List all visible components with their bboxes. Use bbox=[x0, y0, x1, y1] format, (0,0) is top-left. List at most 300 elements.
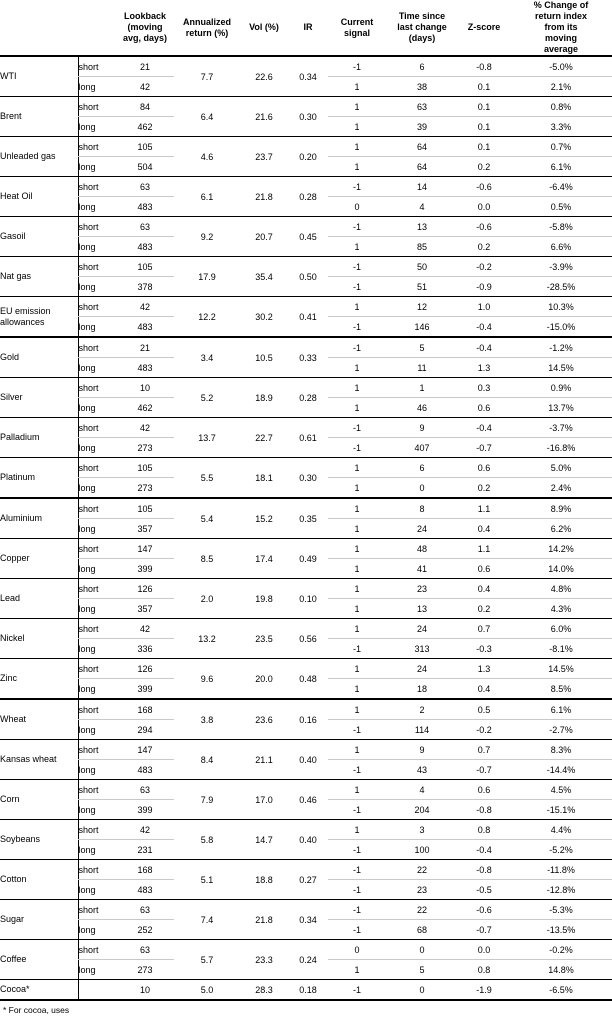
pct-change-value: 6.1% bbox=[510, 699, 612, 720]
time-since-change-value: 13 bbox=[386, 217, 458, 237]
pct-change-value: 6.2% bbox=[510, 519, 612, 539]
ir-value: 0.33 bbox=[288, 337, 328, 378]
time-since-change-value: 22 bbox=[386, 860, 458, 880]
lookback-value: 231 bbox=[116, 840, 174, 860]
time-since-change-value: 48 bbox=[386, 539, 458, 559]
zscore-value: -0.6 bbox=[458, 217, 510, 237]
pct-change-value: -2.7% bbox=[510, 720, 612, 740]
ir-value: 0.56 bbox=[288, 619, 328, 659]
table-row bbox=[0, 539, 612, 559]
annualized-return-value: 9.6 bbox=[174, 659, 240, 700]
horizon-label-short: short bbox=[78, 820, 116, 840]
pct-change-value: -12.8% bbox=[510, 880, 612, 900]
time-since-change-value: 0 bbox=[386, 478, 458, 499]
annualized-return-value: 13.7 bbox=[174, 418, 240, 458]
pct-change-value: -6.4% bbox=[510, 177, 612, 197]
zscore-value: -0.4 bbox=[458, 337, 510, 358]
time-since-change-value: 5 bbox=[386, 337, 458, 358]
time-since-change-value: 51 bbox=[386, 277, 458, 297]
pct-change-value: 14.8% bbox=[510, 960, 612, 980]
zscore-value: 0.2 bbox=[458, 157, 510, 177]
zscore-value: 1.3 bbox=[458, 659, 510, 679]
zscore-value: -0.7 bbox=[458, 438, 510, 458]
time-since-change-value: 24 bbox=[386, 519, 458, 539]
header-vol: Vol (%) bbox=[249, 22, 279, 32]
zscore-value: 0.2 bbox=[458, 599, 510, 619]
lookback-value: 84 bbox=[116, 97, 174, 117]
current-signal-value: -1 bbox=[328, 217, 386, 237]
time-since-change-value: 23 bbox=[386, 579, 458, 599]
current-signal-value: 1 bbox=[328, 458, 386, 478]
lookback-value: 357 bbox=[116, 599, 174, 619]
ir-value: 0.20 bbox=[288, 137, 328, 177]
lookback-value: 378 bbox=[116, 277, 174, 297]
horizon-label-short: short bbox=[78, 337, 116, 358]
ir-value: 0.45 bbox=[288, 217, 328, 257]
instrument-name: Palladium bbox=[0, 418, 78, 458]
table-row bbox=[0, 378, 612, 398]
instrument-name: Brent bbox=[0, 97, 78, 137]
pct-change-value: 4.8% bbox=[510, 579, 612, 599]
lookback-value: 483 bbox=[116, 880, 174, 900]
ir-value: 0.35 bbox=[288, 498, 328, 539]
vol-value: 15.2 bbox=[240, 498, 288, 539]
table-row bbox=[0, 780, 612, 800]
pct-change-value: -5.0% bbox=[510, 56, 612, 77]
lookback-value: 42 bbox=[116, 77, 174, 97]
pct-change-value: 5.0% bbox=[510, 458, 612, 478]
zscore-value: 1.3 bbox=[458, 358, 510, 378]
zscore-value: 1.1 bbox=[458, 498, 510, 519]
zscore-value: -0.3 bbox=[458, 639, 510, 659]
pct-change-value: -14.4% bbox=[510, 760, 612, 780]
current-signal-value: 1 bbox=[328, 579, 386, 599]
vol-value: 18.9 bbox=[240, 378, 288, 418]
time-since-change-value: 24 bbox=[386, 659, 458, 679]
lookback-value: 10 bbox=[116, 980, 174, 1001]
horizon-label-short: short bbox=[78, 740, 116, 760]
current-signal-value: 1 bbox=[328, 519, 386, 539]
pct-change-value: -5.2% bbox=[510, 840, 612, 860]
zscore-value: 0.7 bbox=[458, 740, 510, 760]
time-since-change-value: 0 bbox=[386, 940, 458, 960]
time-since-change-value: 41 bbox=[386, 559, 458, 579]
current-signal-value: 1 bbox=[328, 740, 386, 760]
lookback-value: 483 bbox=[116, 237, 174, 257]
current-signal-value: 1 bbox=[328, 398, 386, 418]
instrument-name: WTI bbox=[0, 56, 78, 97]
lookback-value: 21 bbox=[116, 337, 174, 358]
ir-value: 0.34 bbox=[288, 900, 328, 940]
current-signal-value: 1 bbox=[328, 679, 386, 700]
zscore-value: 0.8 bbox=[458, 960, 510, 980]
time-since-change-value: 39 bbox=[386, 117, 458, 137]
lookback-value: 126 bbox=[116, 659, 174, 679]
vol-value: 17.0 bbox=[240, 780, 288, 820]
horizon-label-short: short bbox=[78, 137, 116, 157]
horizon-label-long: long bbox=[78, 639, 116, 659]
table-header bbox=[0, 0, 612, 56]
lookback-value: 10 bbox=[116, 378, 174, 398]
pct-change-value: -13.5% bbox=[510, 920, 612, 940]
ir-value: 0.34 bbox=[288, 56, 328, 97]
ir-value: 0.46 bbox=[288, 780, 328, 820]
current-signal-value: 1 bbox=[328, 77, 386, 97]
zscore-value: 0.4 bbox=[458, 519, 510, 539]
header-annualized-return: Annualized return (%) bbox=[182, 16, 231, 38]
annualized-return-value: 7.7 bbox=[174, 56, 240, 97]
current-signal-value: -1 bbox=[328, 920, 386, 940]
lookback-value: 126 bbox=[116, 579, 174, 599]
annualized-return-value: 17.9 bbox=[174, 257, 240, 297]
horizon-label-short: short bbox=[78, 418, 116, 438]
zscore-value: 1.0 bbox=[458, 297, 510, 317]
horizon-label-short: short bbox=[78, 940, 116, 960]
horizon-label-long: long bbox=[78, 277, 116, 297]
zscore-value: 0.6 bbox=[458, 398, 510, 418]
pct-change-value: -11.8% bbox=[510, 860, 612, 880]
horizon-label-long: long bbox=[78, 559, 116, 579]
zscore-value: -0.4 bbox=[458, 317, 510, 338]
lookback-value: 273 bbox=[116, 478, 174, 499]
time-since-change-value: 64 bbox=[386, 137, 458, 157]
current-signal-value: -1 bbox=[328, 257, 386, 277]
instrument-name: Zinc bbox=[0, 659, 78, 700]
current-signal-value: 1 bbox=[328, 780, 386, 800]
zscore-value: -0.9 bbox=[458, 277, 510, 297]
vol-value: 19.8 bbox=[240, 579, 288, 619]
time-since-change-value: 4 bbox=[386, 780, 458, 800]
zscore-value: 0.6 bbox=[458, 559, 510, 579]
pct-change-value: 0.8% bbox=[510, 97, 612, 117]
annualized-return-value: 3.8 bbox=[174, 699, 240, 740]
lookback-value: 294 bbox=[116, 720, 174, 740]
time-since-change-value: 6 bbox=[386, 458, 458, 478]
instrument-name: Platinum bbox=[0, 458, 78, 499]
zscore-value: -0.4 bbox=[458, 840, 510, 860]
pct-change-value: 8.3% bbox=[510, 740, 612, 760]
pct-change-value: 14.2% bbox=[510, 539, 612, 559]
current-signal-value: 1 bbox=[328, 820, 386, 840]
time-since-change-value: 43 bbox=[386, 760, 458, 780]
table-row bbox=[0, 699, 612, 720]
time-since-change-value: 114 bbox=[386, 720, 458, 740]
table-row bbox=[0, 498, 612, 519]
instrument-name: Wheat bbox=[0, 699, 78, 740]
annualized-return-value: 2.0 bbox=[174, 579, 240, 619]
instrument-name: Copper bbox=[0, 539, 78, 579]
pct-change-value: -16.8% bbox=[510, 438, 612, 458]
instrument-name: Cotton bbox=[0, 860, 78, 900]
table-row bbox=[0, 337, 612, 358]
horizon-label-long: long bbox=[78, 157, 116, 177]
lookback-value: 483 bbox=[116, 317, 174, 338]
ir-value: 0.30 bbox=[288, 97, 328, 137]
ir-value: 0.28 bbox=[288, 177, 328, 217]
table-footnote: * For cocoa, uses bbox=[3, 1005, 70, 1015]
current-signal-value: -1 bbox=[328, 337, 386, 358]
horizon-label-long: long bbox=[78, 317, 116, 338]
horizon-label-long: long bbox=[78, 77, 116, 97]
zscore-value: 0.3 bbox=[458, 378, 510, 398]
table-row bbox=[0, 137, 612, 157]
pct-change-value: 14.5% bbox=[510, 358, 612, 378]
current-signal-value: -1 bbox=[328, 317, 386, 338]
annualized-return-value: 5.5 bbox=[174, 458, 240, 499]
table-row bbox=[0, 860, 612, 880]
vol-value: 21.8 bbox=[240, 900, 288, 940]
current-signal-value: -1 bbox=[328, 860, 386, 880]
vol-value: 23.3 bbox=[240, 940, 288, 980]
instrument-name: Silver bbox=[0, 378, 78, 418]
zscore-value: -0.8 bbox=[458, 56, 510, 77]
horizon-label-short: short bbox=[78, 498, 116, 519]
current-signal-value: -1 bbox=[328, 639, 386, 659]
annualized-return-value: 6.1 bbox=[174, 177, 240, 217]
vol-value: 23.5 bbox=[240, 619, 288, 659]
pct-change-value: 0.9% bbox=[510, 378, 612, 398]
time-since-change-value: 38 bbox=[386, 77, 458, 97]
table-row bbox=[0, 659, 612, 679]
header-pct-change: % Change of return index from its moving average bbox=[533, 0, 589, 54]
time-since-change-value: 12 bbox=[386, 297, 458, 317]
table-row bbox=[0, 97, 612, 117]
pct-change-value: -8.1% bbox=[510, 639, 612, 659]
time-since-change-value: 0 bbox=[386, 980, 458, 1001]
table-row bbox=[0, 257, 612, 277]
time-since-change-value: 407 bbox=[386, 438, 458, 458]
lookback-value: 63 bbox=[116, 940, 174, 960]
time-since-change-value: 2 bbox=[386, 699, 458, 720]
table-row bbox=[0, 177, 612, 197]
pct-change-value: -0.2% bbox=[510, 940, 612, 960]
time-since-change-value: 68 bbox=[386, 920, 458, 940]
zscore-value: -0.2 bbox=[458, 257, 510, 277]
time-since-change-value: 204 bbox=[386, 800, 458, 820]
current-signal-value: 1 bbox=[328, 378, 386, 398]
current-signal-value: -1 bbox=[328, 418, 386, 438]
vol-value: 21.8 bbox=[240, 177, 288, 217]
horizon-label-long: long bbox=[78, 438, 116, 458]
vol-value: 21.6 bbox=[240, 97, 288, 137]
header-lookback: Lookback (moving avg, days) bbox=[122, 11, 168, 43]
zscore-value: -1.9 bbox=[458, 980, 510, 1001]
zscore-value: -0.6 bbox=[458, 177, 510, 197]
lookback-value: 42 bbox=[116, 820, 174, 840]
zscore-value: -0.6 bbox=[458, 900, 510, 920]
lookback-value: 147 bbox=[116, 740, 174, 760]
instrument-name: Sugar bbox=[0, 900, 78, 940]
annualized-return-value: 8.4 bbox=[174, 740, 240, 780]
current-signal-value: -1 bbox=[328, 720, 386, 740]
pct-change-value: 6.6% bbox=[510, 237, 612, 257]
time-since-change-value: 146 bbox=[386, 317, 458, 338]
zscore-value: -0.4 bbox=[458, 418, 510, 438]
table-row bbox=[0, 740, 612, 760]
time-since-change-value: 18 bbox=[386, 679, 458, 700]
current-signal-value: 0 bbox=[328, 197, 386, 217]
ir-value: 0.49 bbox=[288, 539, 328, 579]
horizon-label-short: short bbox=[78, 56, 116, 77]
pct-change-value: -5.8% bbox=[510, 217, 612, 237]
table-row bbox=[0, 418, 612, 438]
vol-value: 35.4 bbox=[240, 257, 288, 297]
vol-value: 18.8 bbox=[240, 860, 288, 900]
zscore-value: 0.1 bbox=[458, 137, 510, 157]
zscore-value: 0.0 bbox=[458, 940, 510, 960]
annualized-return-value: 13.2 bbox=[174, 619, 240, 659]
zscore-value: 0.2 bbox=[458, 478, 510, 499]
zscore-value: -0.7 bbox=[458, 920, 510, 940]
lookback-value: 168 bbox=[116, 699, 174, 720]
annualized-return-value: 7.4 bbox=[174, 900, 240, 940]
lookback-value: 42 bbox=[116, 297, 174, 317]
pct-change-value: 13.7% bbox=[510, 398, 612, 418]
time-since-change-value: 8 bbox=[386, 498, 458, 519]
annualized-return-value: 5.7 bbox=[174, 940, 240, 980]
horizon-label-long: long bbox=[78, 960, 116, 980]
current-signal-value: 1 bbox=[328, 117, 386, 137]
table-body bbox=[0, 56, 612, 1000]
time-since-change-value: 5 bbox=[386, 960, 458, 980]
ir-value: 0.40 bbox=[288, 740, 328, 780]
ir-value: 0.50 bbox=[288, 257, 328, 297]
pct-change-value: -3.9% bbox=[510, 257, 612, 277]
horizon-label-long: long bbox=[78, 519, 116, 539]
zscore-value: -0.7 bbox=[458, 760, 510, 780]
horizon-label-short: short bbox=[78, 217, 116, 237]
table-row bbox=[0, 217, 612, 237]
time-since-change-value: 1 bbox=[386, 378, 458, 398]
current-signal-value: -1 bbox=[328, 760, 386, 780]
current-signal-value: -1 bbox=[328, 840, 386, 860]
ir-value: 0.41 bbox=[288, 297, 328, 338]
current-signal-value: 1 bbox=[328, 659, 386, 679]
zscore-value: 1.1 bbox=[458, 539, 510, 559]
current-signal-value: 1 bbox=[328, 599, 386, 619]
current-signal-value: 1 bbox=[328, 960, 386, 980]
zscore-value: 0.7 bbox=[458, 619, 510, 639]
header-row bbox=[0, 0, 612, 56]
lookback-value: 105 bbox=[116, 137, 174, 157]
horizon-label-short: short bbox=[78, 539, 116, 559]
current-signal-value: -1 bbox=[328, 438, 386, 458]
table-row bbox=[0, 900, 612, 920]
current-signal-value: -1 bbox=[328, 277, 386, 297]
instrument-name: Unleaded gas bbox=[0, 137, 78, 177]
lookback-value: 462 bbox=[116, 398, 174, 418]
current-signal-value: 1 bbox=[328, 297, 386, 317]
table-row bbox=[0, 579, 612, 599]
pct-change-value: 10.3% bbox=[510, 297, 612, 317]
lookback-value: 63 bbox=[116, 177, 174, 197]
zscore-value: 0.1 bbox=[458, 97, 510, 117]
zscore-value: 0.6 bbox=[458, 780, 510, 800]
table-row bbox=[0, 940, 612, 960]
time-since-change-value: 4 bbox=[386, 197, 458, 217]
zscore-value: 0.2 bbox=[458, 237, 510, 257]
instrument-name: Cocoa* bbox=[0, 980, 78, 1001]
horizon-label-long: long bbox=[78, 720, 116, 740]
horizon-label-long: long bbox=[78, 920, 116, 940]
zscore-value: 0.1 bbox=[458, 117, 510, 137]
time-since-change-value: 13 bbox=[386, 599, 458, 619]
lookback-value: 462 bbox=[116, 117, 174, 137]
header-horizon bbox=[78, 0, 116, 56]
pct-change-value: 6.0% bbox=[510, 619, 612, 639]
lookback-value: 399 bbox=[116, 679, 174, 700]
ir-value: 0.10 bbox=[288, 579, 328, 619]
pct-change-value: -5.3% bbox=[510, 900, 612, 920]
table-row bbox=[0, 56, 612, 77]
lookback-value: 42 bbox=[116, 619, 174, 639]
horizon-label-short: short bbox=[78, 297, 116, 317]
table-row bbox=[0, 297, 612, 317]
horizon-label-short: short bbox=[78, 458, 116, 478]
ir-value: 0.16 bbox=[288, 699, 328, 740]
time-since-change-value: 3 bbox=[386, 820, 458, 840]
vol-value: 20.7 bbox=[240, 217, 288, 257]
current-signal-value: 1 bbox=[328, 157, 386, 177]
pct-change-value: 4.4% bbox=[510, 820, 612, 840]
ir-value: 0.24 bbox=[288, 940, 328, 980]
lookback-value: 42 bbox=[116, 418, 174, 438]
ir-value: 0.48 bbox=[288, 659, 328, 700]
pct-change-value: -6.5% bbox=[510, 980, 612, 1001]
pct-change-value: -1.2% bbox=[510, 337, 612, 358]
instrument-name: Aluminium bbox=[0, 498, 78, 539]
annualized-return-value: 9.2 bbox=[174, 217, 240, 257]
instrument-name: Corn bbox=[0, 780, 78, 820]
annualized-return-value: 8.5 bbox=[174, 539, 240, 579]
time-since-change-value: 11 bbox=[386, 358, 458, 378]
current-signal-value: -1 bbox=[328, 177, 386, 197]
annualized-return-value: 6.4 bbox=[174, 97, 240, 137]
current-signal-value: 0 bbox=[328, 940, 386, 960]
pct-change-value: 2.1% bbox=[510, 77, 612, 97]
horizon-label-long: long bbox=[78, 358, 116, 378]
time-since-change-value: 9 bbox=[386, 740, 458, 760]
header-zscore: Z-score bbox=[467, 22, 501, 32]
ir-value: 0.30 bbox=[288, 458, 328, 499]
lookback-value: 483 bbox=[116, 197, 174, 217]
time-since-change-value: 9 bbox=[386, 418, 458, 438]
current-signal-value: -1 bbox=[328, 980, 386, 1001]
pct-change-value: 4.3% bbox=[510, 599, 612, 619]
lookback-value: 168 bbox=[116, 860, 174, 880]
current-signal-value: 1 bbox=[328, 498, 386, 519]
lookback-value: 399 bbox=[116, 559, 174, 579]
ir-value: 0.27 bbox=[288, 860, 328, 900]
horizon-label-long: long bbox=[78, 880, 116, 900]
horizon-label-short: short bbox=[78, 860, 116, 880]
annualized-return-value: 5.8 bbox=[174, 820, 240, 860]
pct-change-value: 14.5% bbox=[510, 659, 612, 679]
horizon-label-long: long bbox=[78, 398, 116, 418]
pct-change-value: 6.1% bbox=[510, 157, 612, 177]
header-time-since-last-change: Time since last change (days) bbox=[397, 11, 447, 43]
current-signal-value: 1 bbox=[328, 699, 386, 720]
instrument-name: Soybeans bbox=[0, 820, 78, 860]
ir-value: 0.40 bbox=[288, 820, 328, 860]
instrument-name: Kansas wheat bbox=[0, 740, 78, 780]
lookback-value: 252 bbox=[116, 920, 174, 940]
zscore-value: 0.0 bbox=[458, 197, 510, 217]
current-signal-value: 1 bbox=[328, 237, 386, 257]
vol-value: 22.7 bbox=[240, 418, 288, 458]
time-since-change-value: 6 bbox=[386, 56, 458, 77]
horizon-label-long: long bbox=[78, 679, 116, 700]
